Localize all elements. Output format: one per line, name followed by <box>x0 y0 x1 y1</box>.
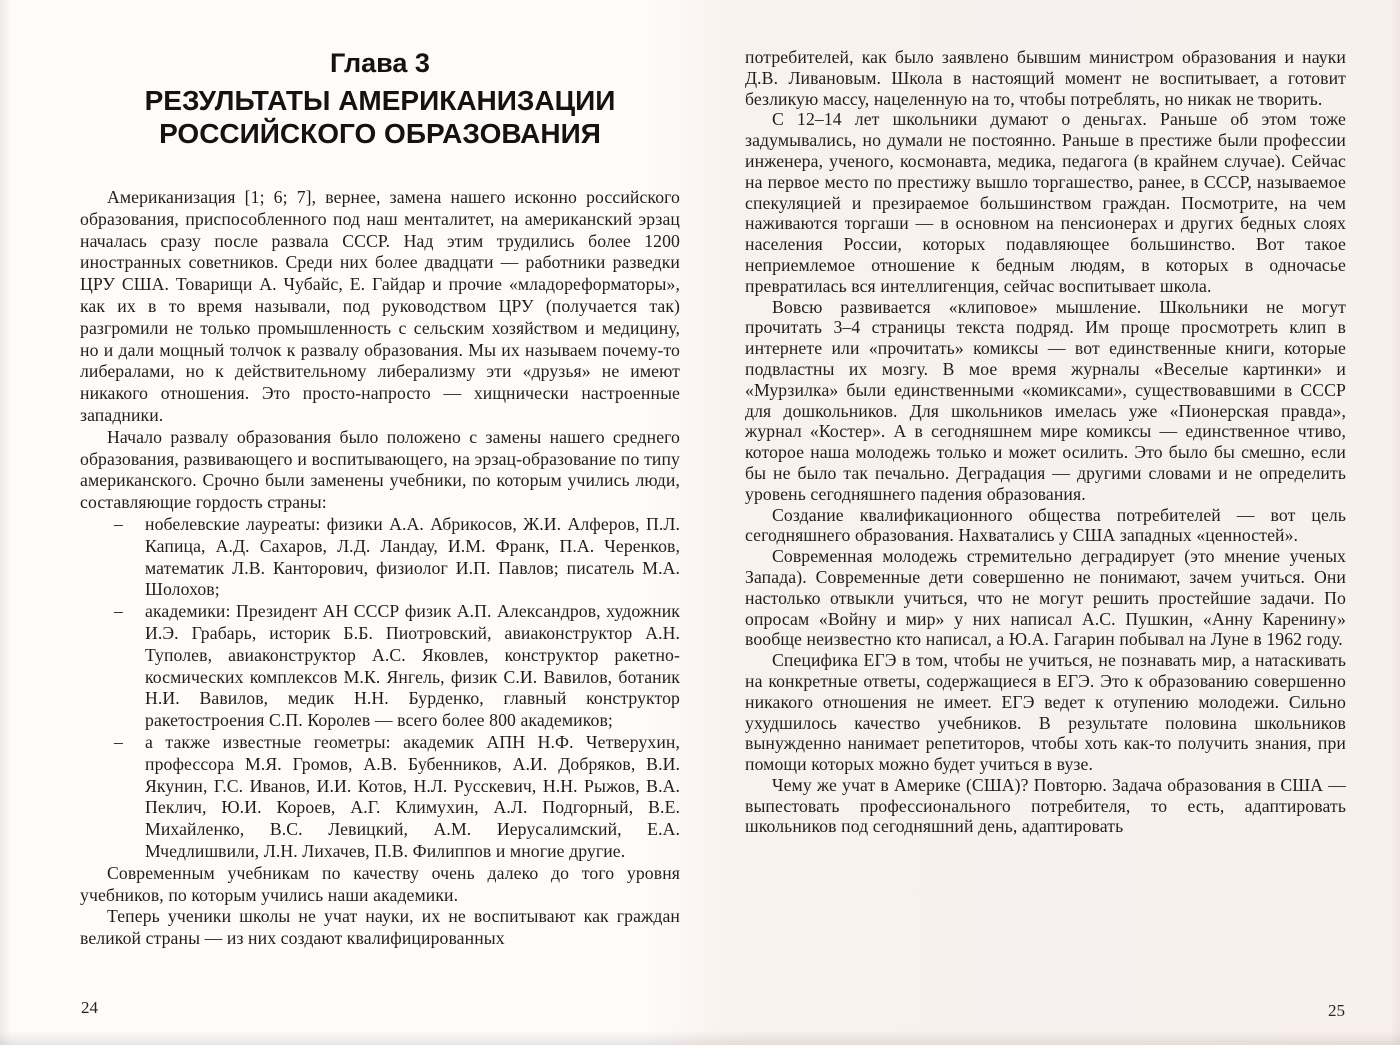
list-item-text: нобелевские лауреаты: физики А.А. Абрикосов, Ж.И. Алферов, П.Л. Капица, А.Д. Сахаров, Л.Д. Ландау, И.М. Франк, П.А. Черенков, математик Л.В. Канторович, физиолог И.П. Павлов; писатель М.А. Шолохов; <box>145 513 680 600</box>
list-item-text: академики: Президент АН СССР физик А.П. Александров, художник И.Э. Грабарь, историк Б.Б. Пиотровский, авиаконструктор А.Н. Туполев, авиаконструктор А.С. Яковлев, конструктор ракетно-космических комплексов М.К. Янгель, физик С.И. Вавилов, ботаник Н.И. Вавилов, медик Н.Н. Бурденко, главный конструктор ракетостроения С.П. Королев — всего более 800 академиков; <box>145 601 680 731</box>
paragraph: потребителей, как было заявлено бывшим министром образования и науки Д.В. Ливановым. Школа в настоящий момент не воспитывает, а готовит безликую массу, нацеленную на то, чтобы потреблять, но никак не творить. <box>745 47 1346 109</box>
chapter-title-line-2: РОССИЙСКОГО ОБРАЗОВАНИЯ <box>159 118 601 149</box>
page-number-left: 24 <box>81 998 98 1017</box>
paragraph: Специфика ЕГЭ в том, чтобы не учиться, не познавать мир, а натаскивать на конкретные ответы, содержащиеся в ЕГЭ. Это к образованию совершенно никакого отношения не имеет. ЕГЭ ведет к отупению молодежи. Сильно ухудшилось качество учебников. В результате половина школьников вынужденно нанимает репетиторов, чтобы хоть как-то получить знания, при помощи которых можно будет учиться в вузе. <box>745 650 1346 775</box>
chapter-title-line-1: РЕЗУЛЬТАТЫ АМЕРИКАНИЗАЦИИ <box>144 85 616 116</box>
paragraph: Современная молодежь стремительно деградирует (это мнение ученых Запада). Современные дети совершенно не понимают, зачем учиться. Они настолько отвыкли учиться, что не могут решить простейшие задачи. По опросам «Войну и мир» у них написал А.С. Пушкин, «Анну Каренину» вообще неизвестно кто написал, а Ю.А. Гагарин побывал на Луне в 1962 году. <box>745 546 1346 650</box>
page-number-right: 25 <box>1328 1001 1345 1020</box>
left-page-text-column <box>80 187 680 950</box>
right-page-text-column <box>745 47 1346 837</box>
paragraph: Начало развалу образования было положено с замены нашего среднего образования, развивающего и воспитывающего, на эрзац-образование по типу американского. Срочно были заменены учебники, по которым учились люди, составляющие гордость страны: <box>80 426 680 513</box>
list-item <box>80 732 680 863</box>
scan-edge-left <box>0 0 12 1045</box>
list-item <box>80 601 680 732</box>
chapter-label: Глава 3 <box>330 48 430 78</box>
chapter-title <box>80 84 680 150</box>
paragraph: Вовсю развивается «клиповое» мышление. Школьники не могут прочитать 3–4 страницы текста подряд. Им проще просмотреть клип в интернете или «прочитать» комиксы — вот единственные книги, которые подвластны их мозгу. В мое время журналы «Веселые картинки» и «Мурзилка» были единственными «комиксами», существовавшими в СССР для дошкольников. Для школьников имелась уже «Пионерская правда», журнал «Костер». А в сегодняшнем мире комиксы — единственное чтиво, которое наша молодежь только и может осилить. Это было бы смешно, если бы не было так печально. Деградация — другими словами и не определить уровень сегодняшнего падения образования. <box>745 296 1346 504</box>
list-dash-marker: – <box>114 601 123 622</box>
paragraph: Чему же учат в Америке (США)? Повторю. Задача образования в США — выпестовать профессионального потребителя, то есть, адаптировать школьников под сегодняшний день, адаптировать <box>745 774 1346 837</box>
list-dash-marker: – <box>114 513 123 534</box>
paragraph: Теперь ученики школы не учат науки, их не воспитывают как граждан великой страны — из них создают квалифицированных <box>80 906 680 949</box>
scan-edge-right <box>1390 0 1400 1045</box>
list-item-text: а также известные геометры: академик АПН Н.Ф. Четверухин, профессора М.Я. Громов, А.В. Бубенников, А.И. Добряков, В.И. Якунин, Г.С. Иванов, И.И. Котов, Н.Л. Русскевич, Н.Н. Рыжов, В.А. Пеклич, Ю.И. Короев, А.Г. Климухин, А.Л. Подгорный, В.Е. Михайленко, В.С. Левицкий, А.М. Иерусалимский, Е.А. Мчедлишвили, Л.Н. Лихачев, П.В. Филиппов и многие другие. <box>145 731 680 861</box>
list-item <box>80 514 680 601</box>
paragraph: С 12–14 лет школьники думают о деньгах. Раньше об этом тоже задумывались, но думали не постоянно. Раньше в престиже были профессии инженера, ученого, космонавта, медика, педагога (в крайнем случае). Сейчас на первое место по престижу вышло торгашество, ранее, в СССР, называемое спекуляцией и презираемое большинством граждан. Посмотрите, на чем наживаются торгаши — в основном на пенсионерах и других бедных слоях населения России, которых подавляющее большинство. Вот такое неприемлемое отношение к бедным людям, в которых в одночасье превратилась вся интеллигенция, сейчас воспитывает школа. <box>745 109 1346 296</box>
list-dash-marker: – <box>114 731 123 752</box>
paragraph: Американизация [1; 6; 7], вернее, замена нашего исконно российского образования, приспособленного под наш менталитет, на американский эрзац началась сразу после развала СССР. Над этим трудились более 1200 иностранных советников. Среди них более двадцати — работники разведки ЦРУ США. Товарищи А. Чубайс, Е. Гайдар и прочие «младореформаторы», как их в то время называли, под руководством ЦРУ (получается так) разгромили не только промышленность с сельским хозяйством и медицину, но и дали мощный толчок к развалу образования. Мы их называем почему-то либералами, но к действительному либерализму эти «друзья» не имеют никакого отношения. Это просто-напросто — хищнически настроенные западники. <box>80 187 680 425</box>
scan-edge-bottom <box>0 1031 1400 1045</box>
paragraph: Создание квалификационного общества потребителей — вот цель сегодняшнего образования. Нахватались у США западных «ценностей». <box>745 504 1346 546</box>
paragraph: Современным учебникам по качеству очень далеко до того уровня учебников, по которым учились наши академики. <box>80 862 680 905</box>
